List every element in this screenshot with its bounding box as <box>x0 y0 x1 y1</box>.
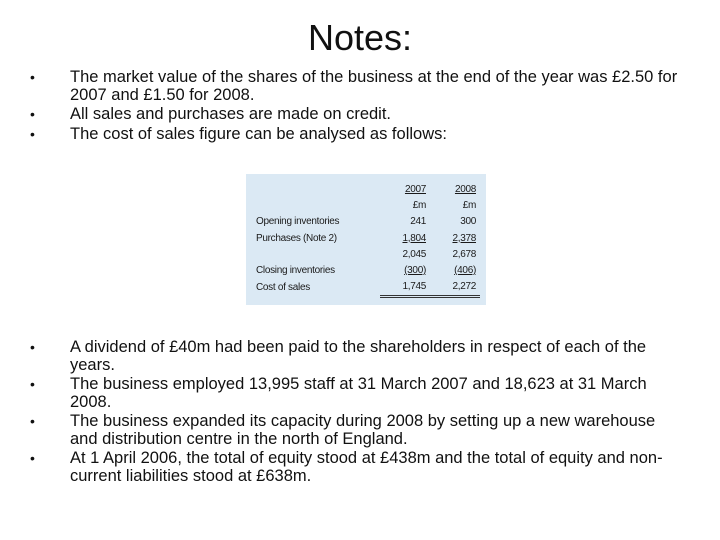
note-item <box>26 376 686 411</box>
row-label: Opening inventories <box>256 216 340 228</box>
cost-of-sales-table-image <box>246 174 486 305</box>
note-text: The business employed 13,995 staff at 31 March 2007 and 18,623 at 31 March 2008. <box>70 375 647 411</box>
note-item <box>26 413 686 448</box>
row-label: Closing inventories <box>256 265 335 277</box>
note-text: The business expanded its capacity during 2008 by setting up a new warehouse and distribution centre in the north of England. <box>70 412 656 448</box>
note-item <box>26 450 686 485</box>
note-item <box>26 69 686 104</box>
bullet-icon: • <box>30 450 35 466</box>
cell-2008: 2,272 <box>430 279 480 297</box>
note-item <box>26 126 686 144</box>
table-row <box>256 279 480 297</box>
note-text: All sales and purchases are made on credit. <box>70 105 392 123</box>
note-item <box>26 339 686 374</box>
table-row <box>256 263 480 279</box>
unit-2007: £m <box>412 200 426 212</box>
bullet-icon: • <box>30 376 35 392</box>
note-text: At 1 April 2006, the total of equity stood at £438m and the total of equity and non-current liabilities stood at £638m. <box>70 449 663 485</box>
row-label <box>256 247 380 263</box>
note-text: The market value of the shares of the business at the end of the year was £2.50 for 2007 and £1.50 for 2008. <box>70 68 678 104</box>
cell-2007: 1,804 <box>402 232 426 244</box>
unit-2008: £m <box>462 200 476 212</box>
cell-2007: (300) <box>404 265 426 277</box>
table-row <box>256 214 480 230</box>
cell-2008: 2,378 <box>452 232 476 244</box>
bullet-icon: • <box>30 69 35 85</box>
row-label: Cost of sales <box>256 281 310 293</box>
note-item <box>26 106 686 124</box>
notes-list-top <box>26 69 686 145</box>
table-header-row <box>256 182 480 198</box>
cell-2007: 241 <box>410 216 426 228</box>
table-row <box>256 231 480 247</box>
cell-2007: 1,745 <box>380 279 430 297</box>
col-header-2008: 2008 <box>454 184 476 195</box>
slide-title: Notes: <box>307 17 413 58</box>
cell-2007: 2,045 <box>402 248 426 260</box>
col-header-2007: 2007 <box>404 184 426 195</box>
bullet-icon: • <box>30 125 35 142</box>
notes-list-bottom <box>26 339 686 487</box>
cell-2008: 2,678 <box>452 248 476 260</box>
note-text: The cost of sales figure can be analysed as follows: <box>70 124 447 143</box>
bullet-icon: • <box>30 339 35 355</box>
cell-2008: 300 <box>460 216 476 228</box>
bullet-icon: • <box>30 413 35 429</box>
row-label: Purchases (Note 2) <box>256 232 337 244</box>
note-text: A dividend of £40m had been paid to the shareholders in respect of each of the years. <box>70 338 647 374</box>
cell-2008: (406) <box>454 265 476 277</box>
cost-of-sales-table <box>256 182 480 298</box>
table-row <box>256 247 480 263</box>
bullet-icon: • <box>30 106 35 122</box>
table-units-row <box>256 198 480 214</box>
